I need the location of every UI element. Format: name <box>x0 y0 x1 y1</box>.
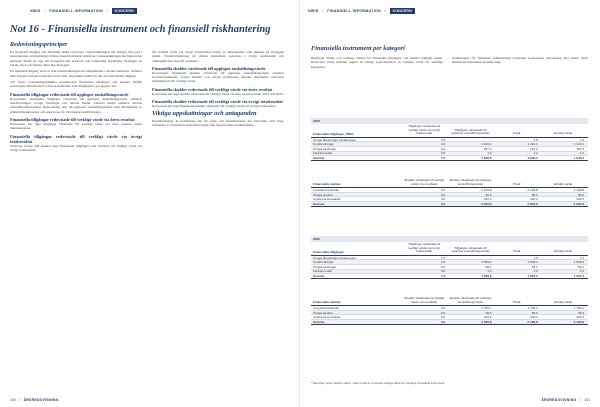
table-cell: Leverantörsskulder <box>313 187 340 192</box>
section-label: FINANSIELL INFORMATION <box>327 9 381 13</box>
right-intro-1 <box>311 56 443 71</box>
header-cell: Tillgångar värderade till upplupet anskaffningsvärde <box>451 245 490 254</box>
table-cell: – <box>489 137 492 142</box>
table-cell: 0,0 <box>440 310 446 315</box>
header-cell: Totalt <box>512 299 521 304</box>
table-cell: 1 640,1 <box>573 155 584 160</box>
table-cell: Övriga långfristiga värdepapper <box>313 137 357 142</box>
koncern-tag: KONCERN <box>112 8 137 14</box>
table-cell: 0,0 <box>440 151 446 156</box>
table-cell: 1 444,1 <box>573 142 584 147</box>
table-cell: 80,2 <box>531 192 538 197</box>
table-cell: 187,3 <box>483 146 492 151</box>
financial-table <box>311 236 588 279</box>
header-cell: Skulder värderade till upplupet anskaffningsvärde <box>449 178 492 186</box>
table-cell: 1 509,4 <box>573 260 584 265</box>
table-cell: 432,4 <box>483 315 492 320</box>
paragraph: Koncernen har inga tillgångar värderade till verkligt värde via årets resultat under räkenskapsåret. <box>10 121 142 131</box>
header-cell: Verkligt värde <box>553 131 573 136</box>
header-cell: Tillgångar värderade till upplupet anskaffningsvärde <box>451 127 490 136</box>
table-cell: 1 705,1 <box>481 305 492 310</box>
table-cell: 2 109,8 <box>573 187 584 192</box>
table-cell: 1,3 <box>579 269 584 274</box>
table-header <box>311 242 588 256</box>
table-cell: Leverantörsskulder <box>313 305 340 310</box>
table-header <box>311 296 588 306</box>
table-row <box>311 156 588 161</box>
financial-table <box>311 178 588 207</box>
paragraph: Avdelningen för finansiell riskhantering övervakar koncernens exponering mot risker inom finansiella instrument kontinuerligt. <box>452 56 588 65</box>
table-cell: 187,3 <box>530 146 538 151</box>
table-cell: 432,4 <box>530 315 538 320</box>
left-column-2 <box>152 50 284 129</box>
paragraph: Koncernens finansiella skulder värderade till upplupet anskaffningsvärde omfattar leverantörsskulder, övriga skulder och övriga kortfristiga skulder. Skulderna redovisas inledningsvis till verkligt värde. <box>152 70 284 84</box>
table-cell: 0,0 <box>440 264 446 269</box>
paragraph: Vid första redovisningstillfället klassificeras finansiella tillgångar och skulder utifrån koncernens affärsmodell och de kassaflöden som tillgångarna ger upphov till. <box>10 80 142 89</box>
table-cell: 432,4 <box>576 315 584 320</box>
page-number: 100 <box>10 398 16 402</box>
table-cell: 80,2 <box>577 192 584 197</box>
header-cell: Verkligt värde <box>553 249 573 254</box>
footer-label: ÅRSREDOVISNING <box>541 398 577 402</box>
header-cell: Verkligt värde <box>553 299 573 304</box>
table-cell: 1 640,1 <box>527 155 538 160</box>
table-cell: 432,3 <box>530 197 538 202</box>
table-cell: 7,5 <box>440 155 446 160</box>
table-cell: 7,5 <box>533 255 538 260</box>
footnote: * Beloppen avser bokfört värde, vilket bedöms motsvara verkligt värde för samtliga finansiella instrument. <box>311 381 446 385</box>
table-cell: 7,5 <box>579 137 584 142</box>
redovisning-title: Redovisningsprinciper <box>10 41 68 48</box>
table-cell: Upplupna kostnader <box>313 197 341 202</box>
table-cell: 2 109,8 <box>527 187 538 192</box>
table-year: 2023 <box>311 118 588 124</box>
table-cell: 7,5 <box>533 137 538 142</box>
header-cell: Skulder värderade till upplupet anskaffningsvärde <box>449 296 492 304</box>
note-title: Not 16 - Finansiella instrument och finansiell riskhantering <box>10 24 271 35</box>
header-cell: Skulder värderade till verkligt värde via resultatet <box>404 178 444 186</box>
left-header: NWIS // FINANSIELL INFORMATION // KONCERN <box>30 6 137 16</box>
table-cell: 1 444,1 <box>527 142 538 147</box>
table-cell: 0,0 <box>440 315 446 320</box>
header-cell: Tillgångar värderade till verkligt värde via övrigt totalresultat <box>408 242 441 254</box>
table-cell: 89,1 <box>485 264 492 269</box>
paragraph: Bokförda värden och verkliga värden för finansiella tillgångar och skulder framgår nedan. Redovisat värde bedöms utgöra en rimlig approximation av verkligt värde för samtliga kategorier. <box>311 56 443 69</box>
table-cell: 2 622,3 <box>481 201 492 206</box>
table-cell: Övriga fordringar <box>313 264 337 269</box>
table-header <box>311 124 588 138</box>
paragraph: Kundfordringar är kortfristiga till sin natur och kreditförluster har historiskt varit låga. Värdering av finansiella instrument utgår från observerbara marknadsdata. <box>152 118 284 127</box>
header-cell: Finansiella skulder <box>313 300 341 305</box>
table-cell: 58,3 <box>577 310 584 315</box>
table-row <box>311 202 588 207</box>
subheading: Finansiella skulder redovisade till verkligt värde via årets resultat <box>152 86 273 92</box>
table-cell: 1,3 <box>533 269 538 274</box>
brand-label: NWIS <box>308 9 319 13</box>
table-cell: 7,5 <box>440 137 446 142</box>
table-cell: 1 599,8 <box>481 273 492 278</box>
table-cell: 89,1 <box>531 264 538 269</box>
table-cell: 1 509,4 <box>527 260 538 265</box>
section-label: FINANSIELL INFORMATION <box>49 9 103 13</box>
table-header <box>311 178 588 188</box>
table-cell: 1 632,6 <box>481 155 492 160</box>
paragraph: En finansiell tillgång och finansiell skuld redovisas i balansräkningen när bolaget blir part i instrumentets avtalsmässiga villkor. Kundfordringar redovisas i balansräkningen när faktura har skickats. Skuld tas upp när motparten har presterat och avtalsenlig skyldighet föreligger att betala, även om faktura ännu inte mottagits. <box>10 50 142 67</box>
right-intro-2 <box>452 56 588 67</box>
koncern-tag: KONCERN <box>390 8 415 14</box>
table-cell: Summa <box>313 155 325 160</box>
paragraph: Nortwise Group AB innehar inga finansiella tillgångar som värderas till verkligt värde via övrigt totalresultat. <box>10 143 142 152</box>
header-cell: Skulder värderade till verkligt värde via resultatet <box>404 296 444 304</box>
table-cell: 1,2 <box>487 151 492 156</box>
table-cell: 1 607,3 <box>527 273 538 278</box>
financial-table <box>311 296 588 325</box>
table-cell: 0,0 <box>440 260 446 265</box>
table-cell: 432,3 <box>576 197 584 202</box>
table-cell: 7,5 <box>440 255 446 260</box>
table-cell: 1,3 <box>487 269 492 274</box>
paragraph: Koncernen har inga finansiella skulder värderade till verkligt värde via övrigt totalresultat. <box>152 104 277 109</box>
table-cell: 58,3 <box>531 310 538 315</box>
paragraph: Koncernens finansiella tillgångar värderade till upplupet anskaffningsvärde omfattar kundfordringar, övriga fordringar och likvida medel. Likvida medel omfattar likvida banktillgodohavanden. Redovisning sker till upplupet anskaffningsvärde med tillämpning av effektivräntemetoden och reserveras för förväntade kreditförluster. <box>10 96 142 114</box>
footer-label: ÅRSREDOVISNING <box>23 398 59 402</box>
table-cell: 58,3 <box>485 310 492 315</box>
table-cell: 0,0 <box>440 187 446 192</box>
table-cell: 2 622,3 <box>573 201 584 206</box>
left-column-1 <box>10 50 142 154</box>
header-cell: Totalt <box>512 249 521 254</box>
section-title: Finansiella instrument per kategori <box>311 45 405 52</box>
paragraph: En finansiell tillgång tas bort från balansräkningen när rättigheterna i avtalet realiseras, förfaller eller bolaget förlorar kontrollen över dem. Detsamma gäller för del av en finansiell tillgång. <box>10 69 142 78</box>
table-cell: 1,2 <box>579 151 584 156</box>
table-cell: 89,1 <box>577 264 584 269</box>
page-number: 101 <box>584 398 590 402</box>
table-cell: Övriga långfristiga värdepapper <box>313 255 357 260</box>
brand-label: NWIS <box>30 9 41 13</box>
header-cell: Finansiella skulder <box>313 182 341 187</box>
table-cell: 0,0 <box>440 142 446 147</box>
header-cell: Finansiella tillgångar, TSEK <box>313 131 354 136</box>
table-cell: 1 705,1 <box>527 305 538 310</box>
header-cell: Tillgångar värderade till verkligt värde via övrigt totalresultat <box>408 124 441 136</box>
right-footer: ÅRSREDOVISNING // 101 <box>541 398 590 402</box>
subheading: Finansiella tillgångar redovisade till upplupet anskaffningsvärde <box>10 91 129 97</box>
table-cell: Övriga skulder <box>313 310 333 315</box>
table-cell: Kundfordringar <box>313 142 334 147</box>
table-cell: 1 509,4 <box>481 260 492 265</box>
table-cell: 1 607,3 <box>573 273 584 278</box>
table-cell: 432,3 <box>483 197 492 202</box>
table-cell: Övriga fordringar <box>313 146 337 151</box>
table-cell: 80,2 <box>485 192 492 197</box>
table-cell: 187,3 <box>576 146 584 151</box>
table-row <box>311 320 588 325</box>
table-cell: Likvida medel <box>313 269 332 274</box>
table-year: 2022 <box>311 236 588 242</box>
table-cell: 7,5 <box>440 273 446 278</box>
table-cell: Summa <box>313 201 325 206</box>
financial-table <box>311 118 588 161</box>
table-cell: 2 195,8 <box>573 319 584 324</box>
table-cell: Likvida medel <box>313 151 332 156</box>
left-footer: 100 // ÅRSREDOVISNING <box>10 398 59 402</box>
right-page <box>300 0 600 407</box>
table-cell: 0,0 <box>440 319 446 324</box>
header-cell: Verkligt värde <box>553 181 573 186</box>
table-cell: 2 109,8 <box>481 187 492 192</box>
table-cell: – <box>489 255 492 260</box>
table-cell: 2 622,3 <box>527 201 538 206</box>
table-cell: 1,2 <box>533 151 538 156</box>
table-cell: 0,0 <box>440 269 446 274</box>
paragraph: till verkligt värde via övrigt totalresultat består av aktieinnehav som innehas på strategisk grund. Värdeförändringar på sådana instrument redovisas i övrigt totalresultat och omklassificeras inte till resultatet. <box>152 50 284 63</box>
table-cell: 1 444,1 <box>481 142 492 147</box>
subheading: Finansiella skulder värderade till upplupet anskaffningsvärde <box>152 65 266 71</box>
table-cell: 7,5 <box>579 255 584 260</box>
table-cell: Övriga skulder <box>313 192 333 197</box>
table-cell: Summa <box>313 273 325 278</box>
right-header: NWIS // FINANSIELL INFORMATION // KONCERN <box>308 6 415 16</box>
table-cell: 0,0 <box>440 197 446 202</box>
section-heading: Viktiga uppskattningar och antaganden <box>152 110 257 118</box>
header-cell: Totalt <box>512 181 521 186</box>
table-cell: 0,0 <box>440 201 446 206</box>
table-cell: 0,0 <box>440 192 446 197</box>
header-cell: Totalt <box>512 131 521 136</box>
header-cell: Finansiella tillgångar <box>313 249 344 254</box>
table-cell: 0,0 <box>440 305 446 310</box>
table-cell: Kundfordringar <box>313 260 334 265</box>
paragraph: Koncernen har inga skulder värderade till verkligt värde via årets resultat under 2023 och 2022. <box>152 91 284 96</box>
table-cell: 2 195,8 <box>527 319 538 324</box>
table-cell: Summa <box>313 319 325 324</box>
table-row <box>311 274 588 279</box>
table-cell: Upplupna kostnader <box>313 315 341 320</box>
subheading: Finansiella skulder redovisade till verkligt värde via övrigt totalresultat <box>152 99 283 105</box>
table-cell: 1 705,1 <box>573 305 584 310</box>
subheading: Finansiella tillgångar redovisade till verkligt värde via årets resultat <box>10 116 135 122</box>
table-cell: 0,0 <box>440 146 446 151</box>
subheading: Finansiella tillgångar redovisade till verkligt värde via övrigt totalresultat <box>10 133 142 144</box>
table-cell: 2 195,8 <box>481 319 492 324</box>
